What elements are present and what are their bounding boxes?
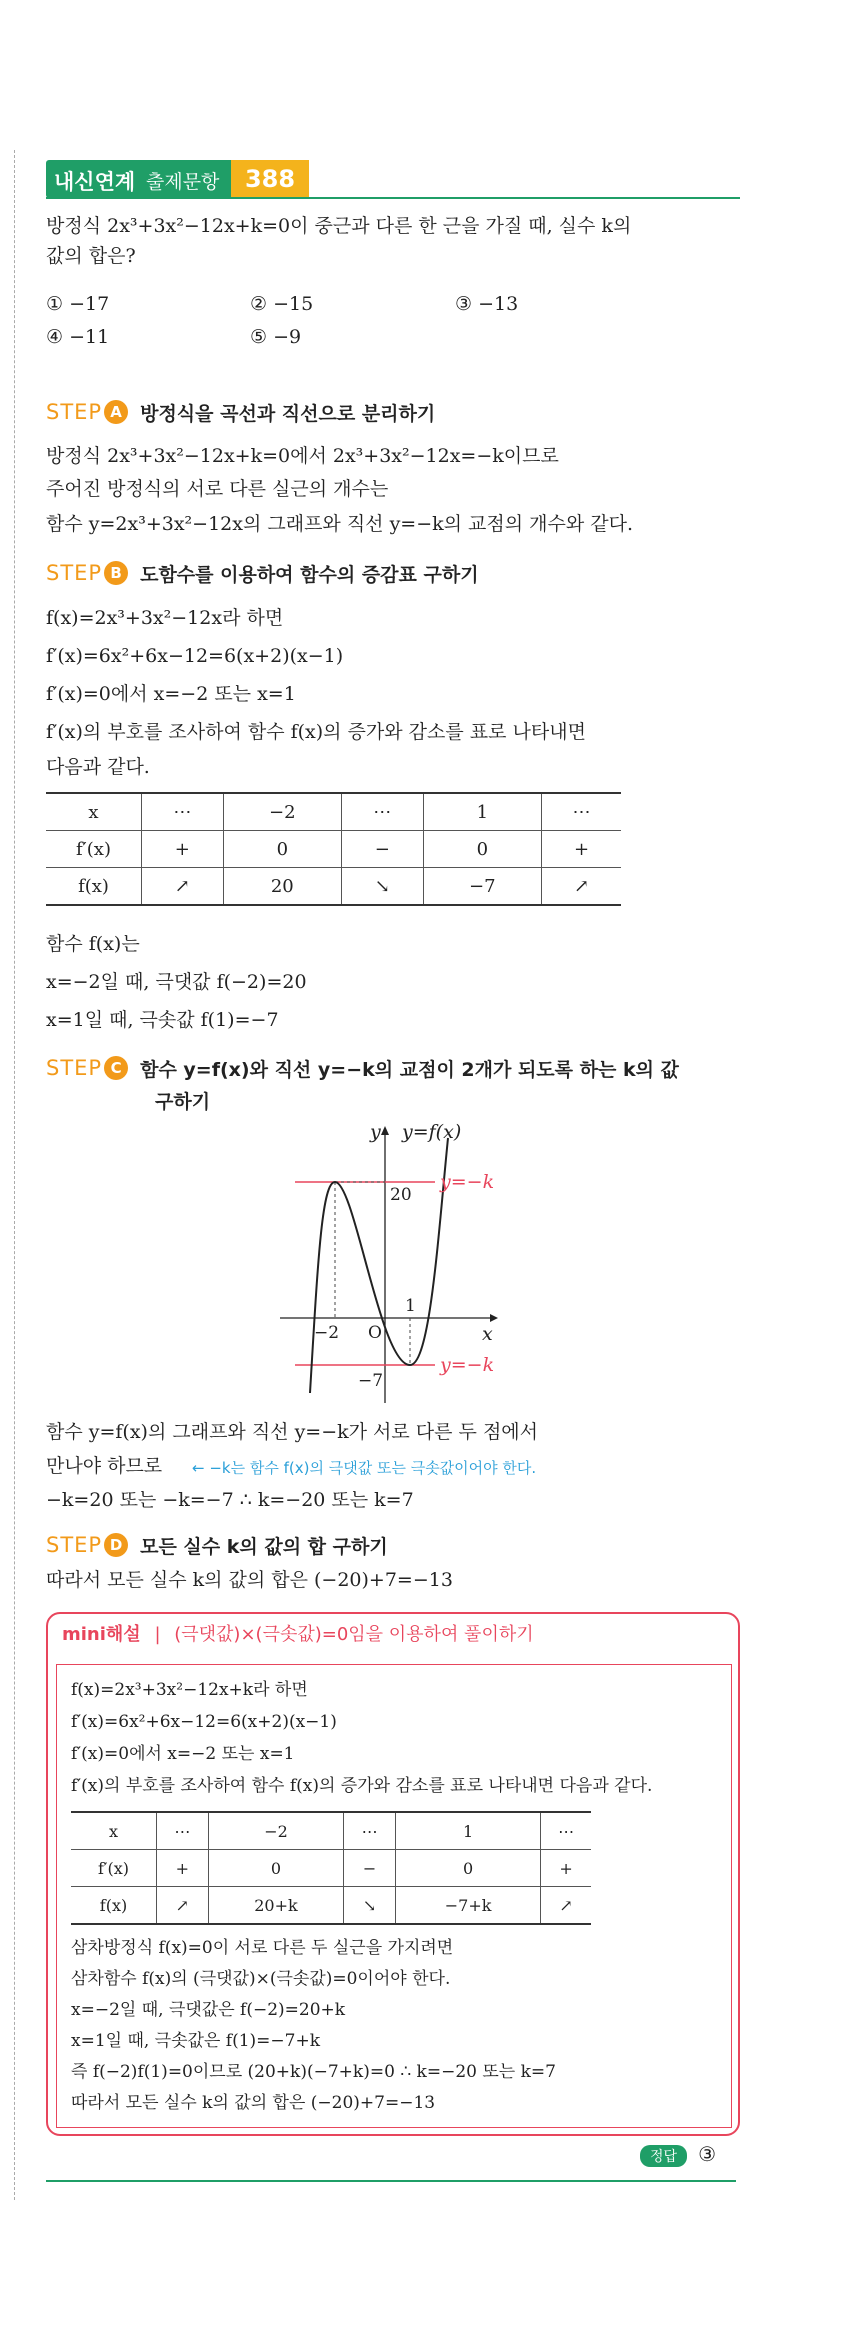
table-cell: ⋯ <box>157 1812 209 1850</box>
cubic-graph <box>270 1118 550 1408</box>
question-header <box>46 160 740 200</box>
table-cell: 20+k <box>208 1887 343 1925</box>
step-d-word: STEP <box>46 1533 103 1557</box>
mini-line-5: 삼차방정식 f(x)=0이 서로 다른 두 실근을 가지려면 <box>71 1938 454 1958</box>
step-b-line-3: f′(x)=0에서 x=−2 또는 x=1 <box>46 683 296 705</box>
step-a-letter: A <box>104 400 128 424</box>
step-b-line-2: f′(x)=6x²+6x−12=6(x+2)(x−1) <box>46 645 344 667</box>
line-label-bottom: y=−k <box>440 1354 495 1376</box>
mini-line-6: 삼차함수 f(x)의 (극댓값)×(극솟값)=0이어야 한다. <box>71 1969 451 1989</box>
mini-line-3: f′(x)=0에서 x=−2 또는 x=1 <box>71 1744 295 1764</box>
x-axis-arrow <box>490 1314 498 1322</box>
step-b-line-5: 다음과 같다. <box>46 756 150 778</box>
mini-line-1: f(x)=2x³+3x²−12x+k라 하면 <box>71 1680 308 1700</box>
step-a-word: STEP <box>46 400 103 424</box>
table-cell: ⋯ <box>142 793 224 831</box>
table-cell: 1 <box>423 793 541 831</box>
step-c-title: 함수 y=f(x)와 직선 y=−k의 교점이 2개가 되도록 하는 k의 값 <box>140 1058 679 1081</box>
table-row <box>46 868 621 906</box>
mini-label: mini <box>62 1624 106 1645</box>
question-line-1: 방정식 2x³+3x²−12x+k=0이 중근과 다른 한 근을 가질 때, 실수 k의 <box>46 215 632 237</box>
line-label-top: y=−k <box>440 1171 495 1193</box>
step-b-heading <box>46 558 479 588</box>
step-d-line: 따라서 모든 실수 k의 값의 합은 (−20)+7=−13 <box>46 1569 453 1591</box>
table-cell: ⋯ <box>344 1812 396 1850</box>
table-row <box>71 1812 591 1850</box>
table-cell: + <box>541 831 621 868</box>
x-axis-label: x <box>482 1323 493 1345</box>
table-row <box>46 793 621 831</box>
table-cell: ↗ <box>541 1887 591 1925</box>
step-b-line-4: f′(x)의 부호를 조사하여 함수 f(x)의 증가와 감소를 표로 나타내면 <box>46 721 586 743</box>
table-cell: ↗ <box>142 868 224 906</box>
table-row <box>71 1887 591 1925</box>
table-cell: 0 <box>423 831 541 868</box>
step-b-title: 도함수를 이용하여 함수의 증감표 구하기 <box>140 563 479 586</box>
choice-1: ① −17 <box>46 293 110 315</box>
step-a-line-1: 방정식 2x³+3x²−12x+k=0에서 2x³+3x²−12x=−k이므로 <box>46 445 559 467</box>
table-cell: 1 <box>395 1812 540 1850</box>
step-d-title: 모든 실수 k의 값의 합 구하기 <box>140 1535 388 1558</box>
header-label-main: 내신연계 <box>54 170 136 194</box>
table-cell: 0 <box>208 1850 343 1887</box>
table-cell: −2 <box>223 793 341 831</box>
table-cell: ↗ <box>157 1887 209 1925</box>
mini-inner-box <box>56 1664 732 2128</box>
footer-rule <box>46 2180 736 2182</box>
mini-divider: | <box>154 1624 161 1645</box>
after-table-line-2: x=−2일 때, 극댓값 f(−2)=20 <box>46 971 307 993</box>
table-cell: −7 <box>423 868 541 906</box>
table-row <box>46 831 621 868</box>
step-a-line-3: 함수 y=2x³+3x²−12x의 그래프와 직선 y=−k의 교점의 개수와 같다. <box>46 513 634 535</box>
mini-title: (극댓값)×(극솟값)=0임을 이용하여 풀이하기 <box>174 1624 534 1645</box>
step-a-heading <box>46 397 435 427</box>
value-20: 20 <box>390 1185 412 1205</box>
mini-line-4: f′(x)의 부호를 조사하여 함수 f(x)의 증가와 감소를 표로 나타내면 다음과 같다. <box>71 1776 653 1796</box>
step-c-letter: C <box>104 1056 128 1080</box>
value-neg7: −7 <box>358 1371 384 1391</box>
table-cell: f(x) <box>71 1887 157 1925</box>
step-b-line-1: f(x)=2x³+3x²−12x라 하면 <box>46 607 284 629</box>
choice-3: ③ −13 <box>455 293 519 315</box>
table-cell: ↘ <box>344 1887 396 1925</box>
tick-1: 1 <box>405 1296 416 1316</box>
table-cell: x <box>71 1812 157 1850</box>
table-cell: − <box>344 1850 396 1887</box>
step-c-word: STEP <box>46 1056 103 1080</box>
step-a-line-2: 주어진 방정식의 서로 다른 실근의 개수는 <box>46 478 389 500</box>
table-cell: 0 <box>223 831 341 868</box>
step-b-word: STEP <box>46 561 103 585</box>
table-cell: ↘ <box>341 868 423 906</box>
origin-label: O <box>368 1323 382 1343</box>
table-cell: 20 <box>223 868 341 906</box>
step-c-note: ← −k는 함수 f(x)의 극댓값 또는 극솟값이어야 한다. <box>192 1459 537 1477</box>
y-axis-label: y <box>370 1121 381 1143</box>
table-cell: ⋯ <box>541 793 621 831</box>
mini-line-7: x=−2일 때, 극댓값은 f(−2)=20+k <box>71 2000 346 2020</box>
cubic-curve <box>310 1138 448 1393</box>
after-table-line-3: x=1일 때, 극솟값 f(1)=−7 <box>46 1009 279 1031</box>
table-cell: f′(x) <box>71 1850 157 1887</box>
step-d-heading <box>46 1530 388 1560</box>
table-cell: ↗ <box>541 868 621 906</box>
question-number: 388 <box>231 160 309 198</box>
margin-rule <box>14 150 15 2200</box>
step-d-letter: D <box>104 1533 128 1557</box>
table-cell: − <box>341 831 423 868</box>
curve-label: y=f(x) <box>402 1121 462 1143</box>
mini-line-10: 따라서 모든 실수 k의 값의 합은 (−20)+7=−13 <box>71 2093 436 2113</box>
table-cell: + <box>142 831 224 868</box>
step-c-line-2: 만나야 하므로 <box>46 1455 163 1477</box>
table-cell: + <box>541 1850 591 1887</box>
answer-tag: 정답 <box>640 2145 687 2167</box>
mini-header <box>62 1620 534 1646</box>
answer-block <box>640 2142 716 2167</box>
table-cell: ⋯ <box>341 793 423 831</box>
table-cell: 0 <box>395 1850 540 1887</box>
question-line-2: 값의 합은? <box>46 245 136 267</box>
table-cell: f(x) <box>46 868 142 906</box>
choice-4: ④ −11 <box>46 326 110 348</box>
choice-2: ② −15 <box>250 293 314 315</box>
tick-neg2: −2 <box>314 1323 340 1343</box>
table-cell: + <box>157 1850 209 1887</box>
mini-line-2: f′(x)=6x²+6x−12=6(x+2)(x−1) <box>71 1712 337 1732</box>
y-axis-arrow <box>381 1126 389 1135</box>
table-row <box>71 1850 591 1887</box>
table-cell: ⋯ <box>541 1812 591 1850</box>
after-table-line-1: 함수 f(x)는 <box>46 933 140 955</box>
header-underline <box>46 197 740 199</box>
step-b-letter: B <box>104 561 128 585</box>
mini-line-9: 즉 f(−2)f(1)=0이므로 (20+k)(−7+k)=0 ∴ k=−20 또는 k=7 <box>71 2062 556 2082</box>
mini-line-8: x=1일 때, 극솟값은 f(1)=−7+k <box>71 2031 321 2051</box>
variation-table <box>46 792 621 906</box>
step-c-line-1: 함수 y=f(x)의 그래프와 직선 y=−k가 서로 다른 두 점에서 <box>46 1421 539 1443</box>
mini-variation-table <box>71 1811 591 1925</box>
table-cell: x <box>46 793 142 831</box>
step-a-title: 방정식을 곡선과 직선으로 분리하기 <box>140 402 436 425</box>
table-cell: f′(x) <box>46 831 142 868</box>
choice-5: ⑤ −9 <box>250 326 302 348</box>
step-c-heading <box>46 1053 679 1083</box>
header-label-sub: 출제문항 <box>146 171 220 193</box>
mini-solution-box <box>46 1612 740 2136</box>
mini-label-2: 해설 <box>105 1624 141 1645</box>
table-cell: −2 <box>208 1812 343 1850</box>
step-c-line-3: −k=20 또는 −k=−7 ∴ k=−20 또는 k=7 <box>46 1489 414 1511</box>
answer-value: ③ <box>698 2142 717 2166</box>
step-c-title-2: 구하기 <box>155 1091 211 1113</box>
table-cell: −7+k <box>395 1887 540 1925</box>
